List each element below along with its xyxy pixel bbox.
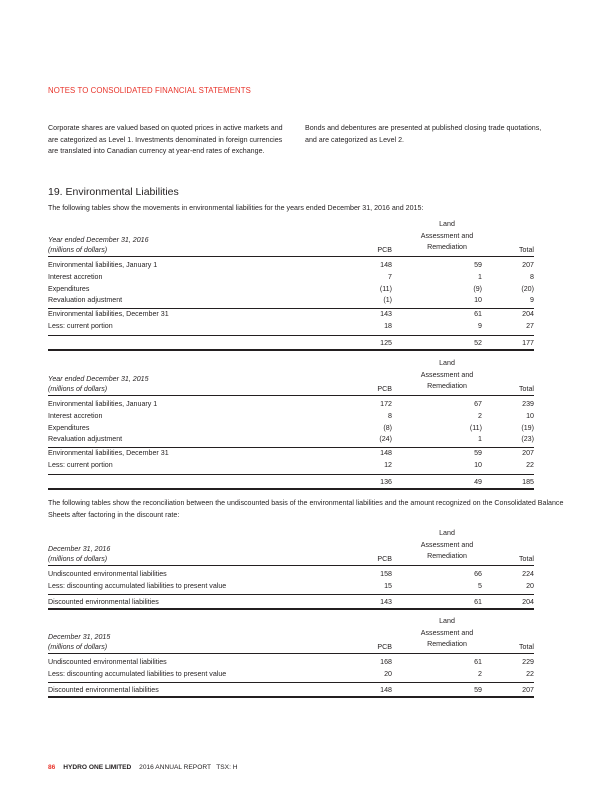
table-row: Less: discounting accumulated liabilities to present value 20 2 22 [48,669,534,678]
table-row-discounted: Discounted environmental liabilities 148 59 207 [48,683,534,698]
table-units: (millions of dollars) [48,643,108,651]
table-caption: December 31, 2016 [48,545,111,553]
table-row: Interest accretion 7 1 8 [48,272,534,281]
table-row: Environmental liabilities, December 31 148 59 207 [48,449,534,458]
col-header-total: Total [519,385,534,393]
report-label: 2016 ANNUAL REPORT TSX: H [139,764,238,771]
table-row: Environmental liabilities, January 1 148 59 207 [48,261,534,269]
table-row: Interest accretion 8 2 10 [48,411,534,420]
col-header-land: Land Assessment and Remediation [420,529,474,561]
note-description-reconciliation: The following tables show the reconciliation between the undiscounted basis of the environmental liabilities and the amount recognized on the Consolidated Balance Sheets after factoring in the discount rate: [48,499,564,519]
table-row-net: 136 49 185 [48,475,534,490]
table-units: (millions of dollars) [48,555,108,563]
table-row: Environmental liabilities, December 31 143 61 204 [48,310,534,319]
table-row-net: 125 52 177 [48,336,534,351]
col-header-pcb: PCB [377,555,392,563]
page-footer [48,764,238,771]
table-row: Revaluation adjustment (1) 10 9 [48,296,534,305]
note-title: 19. Environmental Liabilities [48,186,179,198]
table-header [48,359,534,396]
col-header-pcb: PCB [377,246,392,254]
col-header-total: Total [519,643,534,651]
table-row: Expenditures (8) (11) (19) [48,423,534,432]
table-row: Less: current portion 18 9 27 [48,321,534,330]
table-header [48,220,534,257]
table-units: (millions of dollars) [48,385,108,393]
col-header-land: Land Assessment and Remediation [420,220,474,252]
table-header [48,617,534,654]
table-caption: December 31, 2015 [48,633,111,641]
table-2015-movements [48,359,534,490]
table-caption: Year ended December 31, 2016 [48,236,149,244]
col-header-land: Land Assessment and Remediation [420,359,474,391]
table-row-discounted: Discounted environmental liabilities 143 61 204 [48,595,534,610]
table-caption: Year ended December 31, 2015 [48,375,149,383]
col-header-land: Land Assessment and Remediation [420,617,474,649]
table-row: Undiscounted environmental liabilities 158 66 224 [48,570,534,578]
table-2015-reconciliation [48,617,534,698]
col-header-total: Total [519,555,534,563]
section-header: NOTES TO CONSOLIDATED FINANCIAL STATEMENTS [48,86,251,95]
intro-left-paragraph: Corporate shares are valued based on quoted prices in active markets and are categorized as Level 1. Investments denominated in foreign currencies are translated into Canadian currency at year-end rates of exchange. [48,124,283,156]
table-2016-reconciliation [48,529,534,610]
col-header-pcb: PCB [377,643,392,651]
table-row: Environmental liabilities, January 1 172 67 239 [48,400,534,408]
table-row: Undiscounted environmental liabilities 168 61 229 [48,658,534,666]
table-row: Less: discounting accumulated liabilities to present value 15 5 20 [48,581,534,590]
table-header [48,529,534,566]
table-row: Expenditures (11) (9) (20) [48,284,534,293]
page-number: 86 [48,764,56,771]
intro-right-paragraph: Bonds and debentures are presented at published closing trade quotations, and are categorized as Level 2. [305,124,542,144]
table-row: Less: current portion 12 10 22 [48,460,534,469]
table-row: Revaluation adjustment (24) 1 (23) [48,435,534,444]
table-2016-movements [48,220,534,351]
note-description-movements: The following tables show the movements in environmental liabilities for the years ended December 31, 2016 and 2015: [48,204,424,212]
table-units: (millions of dollars) [48,246,108,254]
col-header-total: Total [519,246,534,254]
company-name: HYDRO ONE LIMITED [63,764,132,771]
col-header-pcb: PCB [377,385,392,393]
